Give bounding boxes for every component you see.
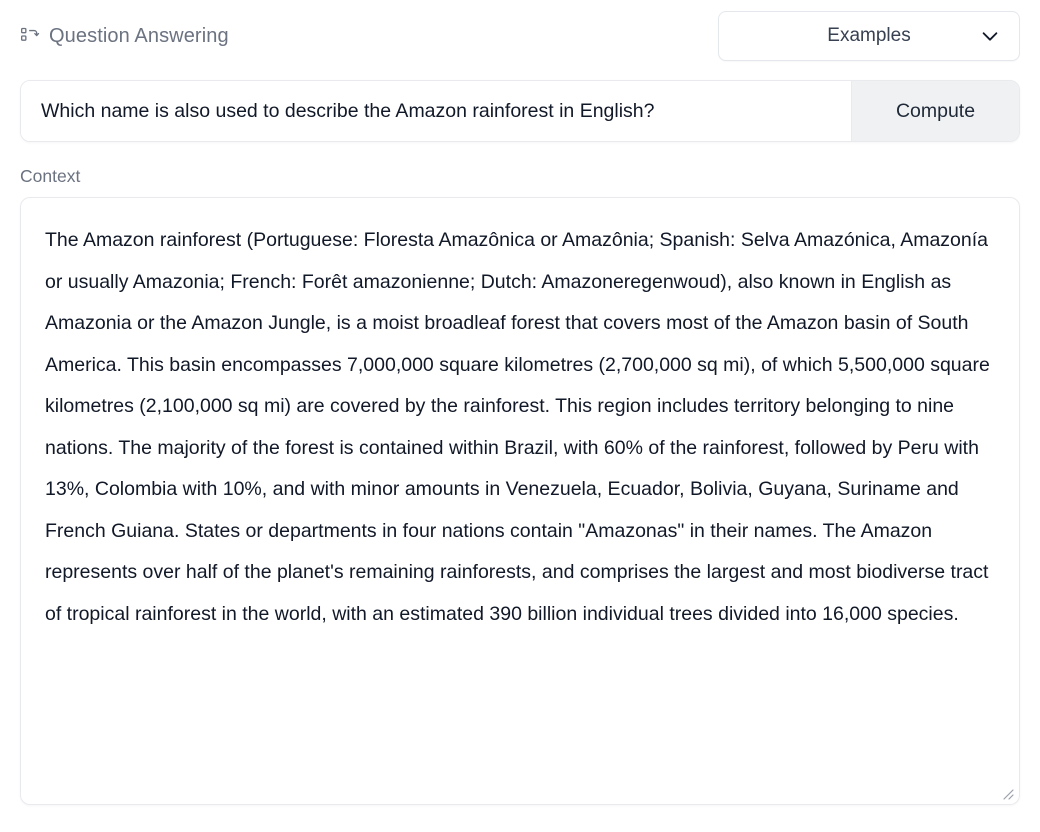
compute-button[interactable]: Compute: [851, 81, 1019, 141]
context-textarea[interactable]: [43, 218, 997, 786]
examples-dropdown[interactable]: [718, 11, 1020, 61]
chevron-down-icon: [979, 25, 1001, 47]
context-label: Context: [20, 166, 81, 186]
task-title: [20, 25, 229, 48]
question-bar: [20, 80, 1020, 142]
task-blocks-icon: [20, 26, 40, 46]
widget-header: [14, 0, 1026, 72]
context-box: [20, 197, 1020, 805]
task-label: Question Answering: [49, 24, 229, 47]
question-input[interactable]: [21, 81, 851, 141]
examples-dropdown-value: Examples: [827, 25, 911, 46]
resize-grip-icon[interactable]: [1000, 786, 1014, 800]
